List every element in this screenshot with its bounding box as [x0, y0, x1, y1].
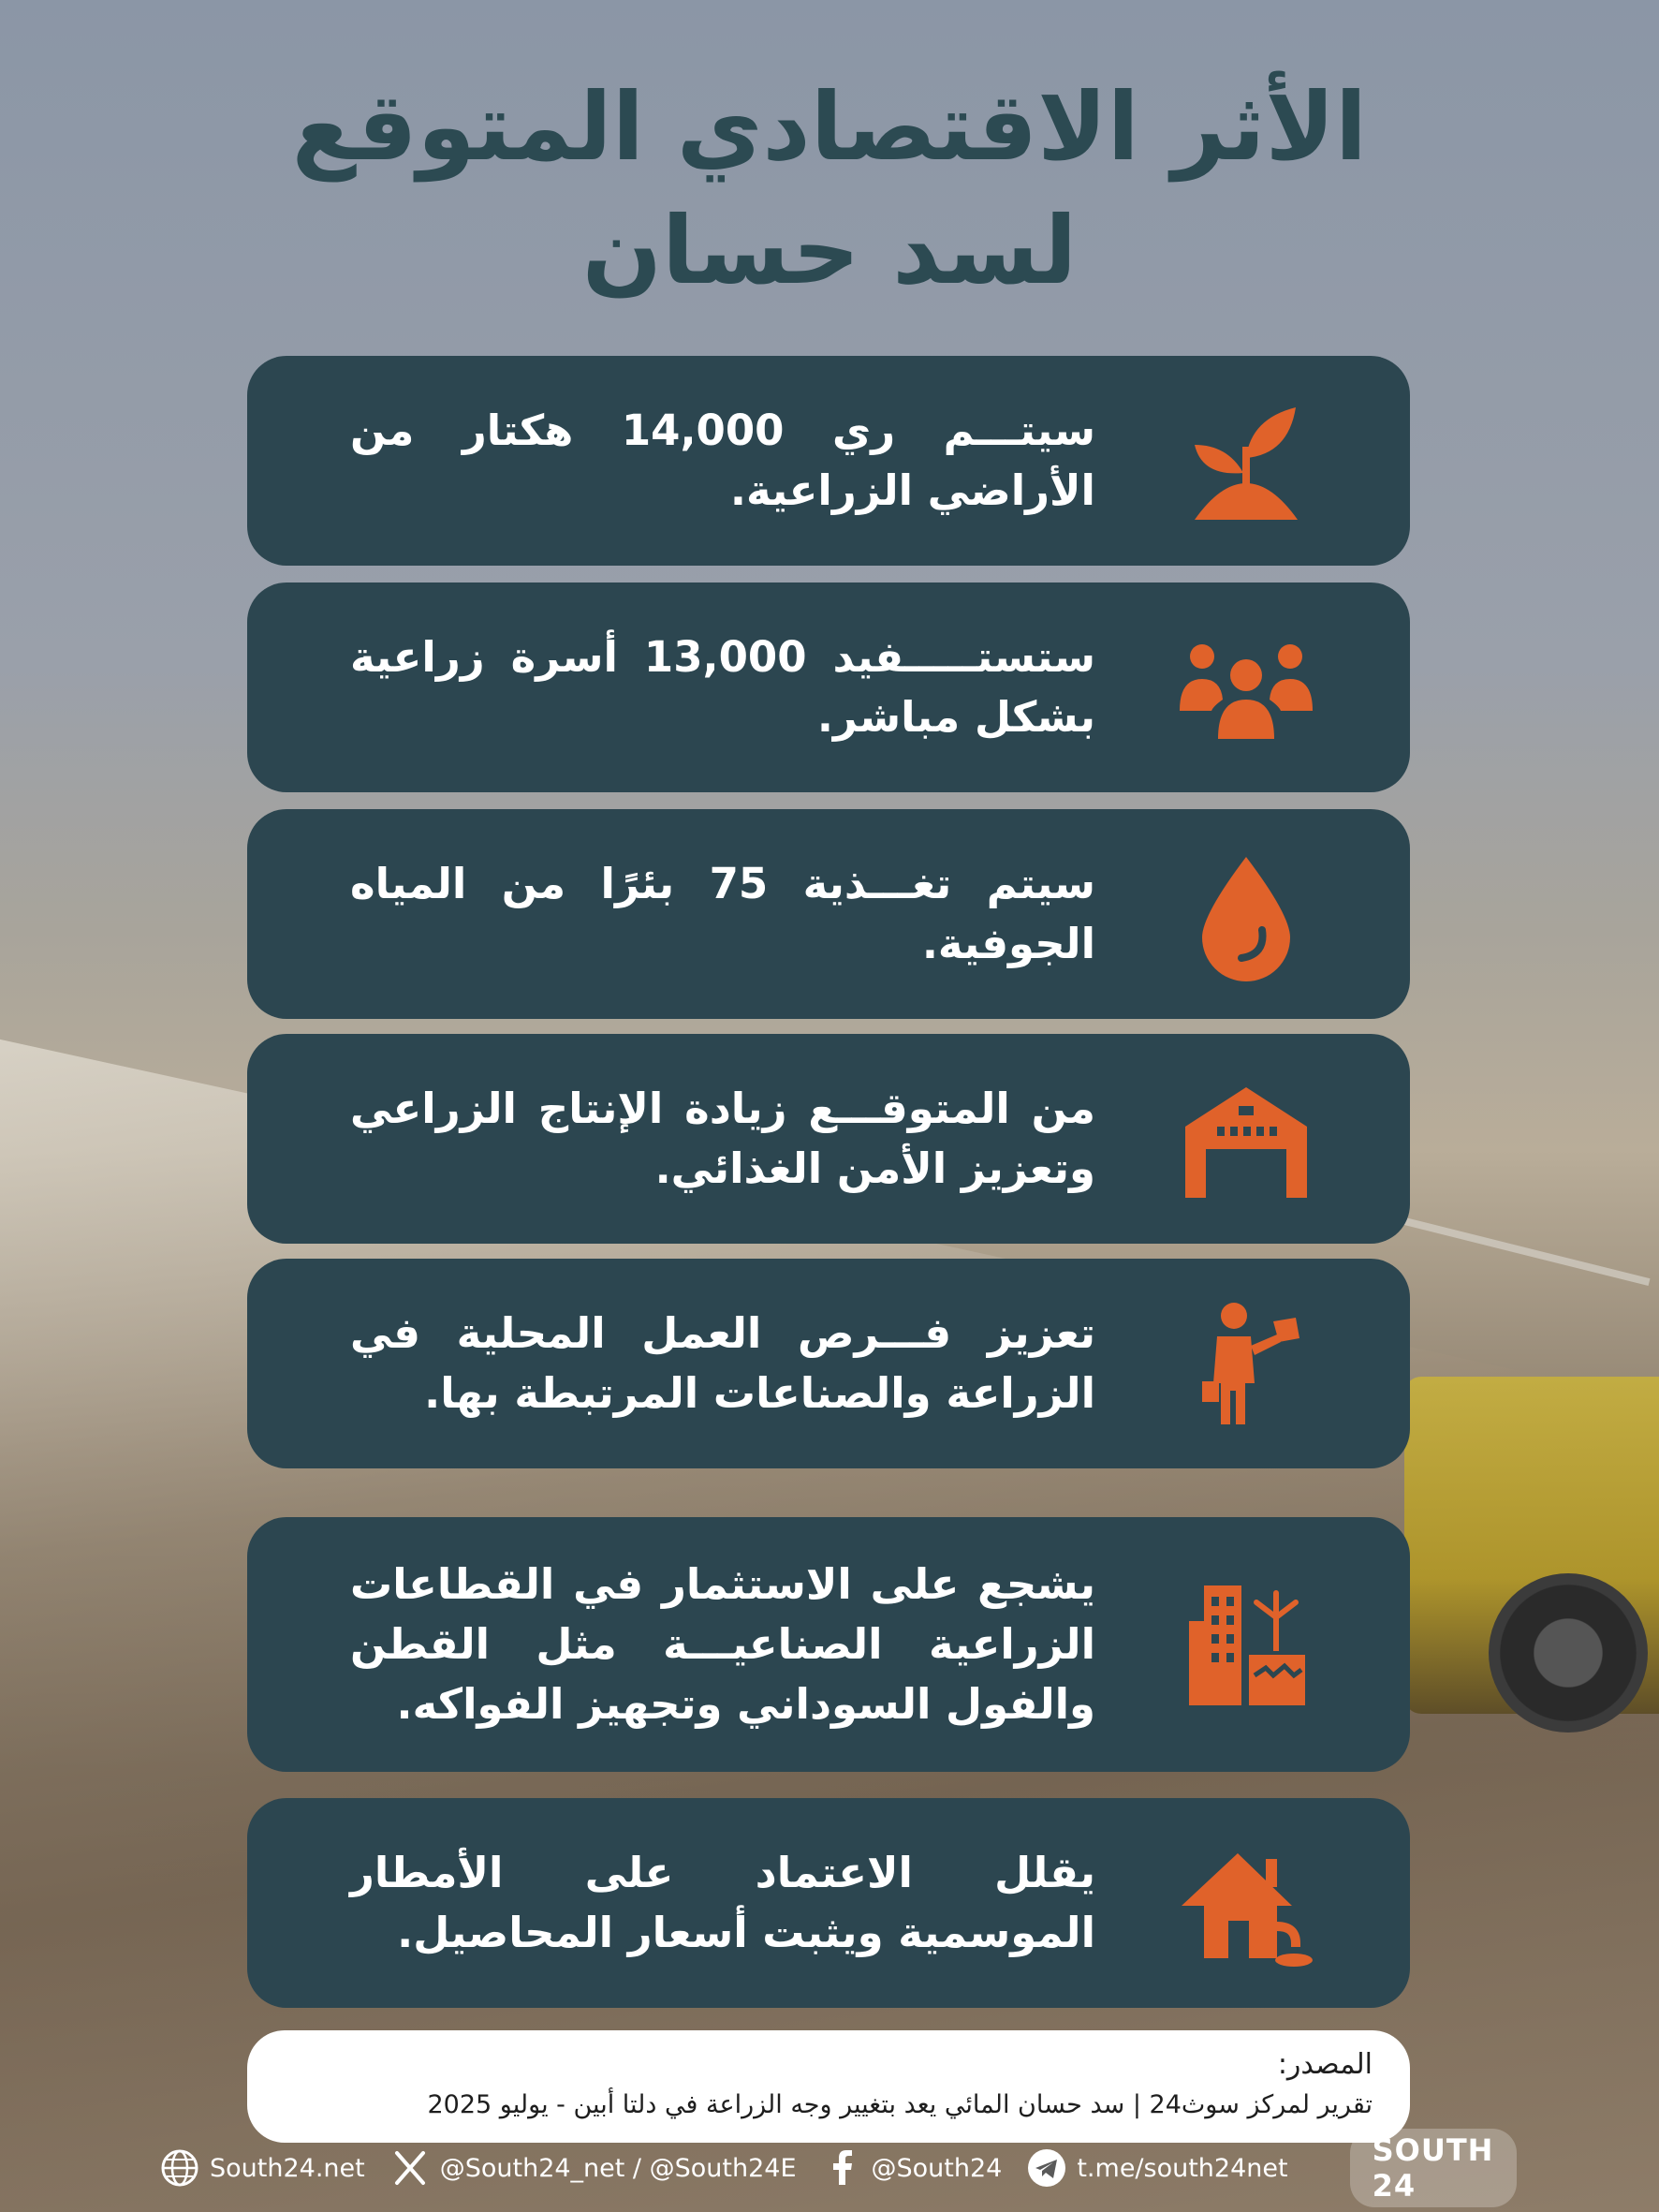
impact-card-irrigation [247, 356, 1410, 566]
title-line-1: الأثر الاقتصادي المتوقع [291, 72, 1368, 182]
source-label: المصدر: [1277, 2048, 1373, 2081]
source-text: تقرير لمركز سوث24 | سد حسان المائي يعد بتغيير وجه الزراعة في دلتا أبين - يوليو 2025 [427, 2090, 1373, 2119]
house-water-icon [1176, 1833, 1316, 1973]
worker-icon [1176, 1293, 1316, 1434]
impact-card-rainfall [247, 1798, 1410, 2008]
footer-x[interactable] [389, 2147, 797, 2189]
footer-facebook-text: @South24 [871, 2153, 1003, 2183]
footer-website-text: South24.net [210, 2153, 365, 2183]
footer-facebook[interactable] [821, 2147, 1003, 2189]
footer-telegram[interactable] [1026, 2147, 1287, 2189]
footer-x-text: @South24_net / @South24E [439, 2153, 797, 2183]
footer-telegram-text: t.me/south24net [1077, 2153, 1288, 2183]
footer-website[interactable] [159, 2147, 365, 2189]
impact-card-text: سيتـــم ري 14,000 هكتار من الأراضي الزراعية. [350, 406, 1096, 515]
background-wheel [1489, 1573, 1648, 1733]
impact-card-wells [247, 809, 1410, 1019]
impact-card-jobs [247, 1259, 1410, 1468]
south24-logo: SOUTH 24 [1350, 2129, 1517, 2207]
impact-card-investment [247, 1517, 1410, 1772]
impact-card-families [247, 582, 1410, 792]
footer-social-bar [159, 2132, 1517, 2204]
x-logo-icon [389, 2147, 431, 2189]
impact-card-text: تعزيز فـــرص العمل المحلية في الزراعة والصناعات المرتبطة بها. [350, 1308, 1095, 1418]
impact-card-text: ستستـــــفيد 13,000 أسرة زراعية بشكل مباشر. [350, 632, 1095, 742]
page-title [0, 66, 1659, 313]
factory-city-icon [1176, 1574, 1316, 1715]
impact-card-text: سيتم تغـــذية 75 بئرًا من المياه الجوفية. [350, 859, 1095, 968]
impact-card-text: يشجع على الاستثمار في القطاعات الزراعية الصناعيـــة مثل القطن والفول السوداني وتجهيز الفواكه. [350, 1559, 1095, 1729]
impact-card-text: من المتوقـــع زيادة الإنتاج الزراعي وتعزيز الأمن الغذائي. [350, 1084, 1095, 1193]
title-line-2: لسد حسان [581, 196, 1078, 305]
impact-card-text: يقلل الاعتماد على الأمطار الموسمية ويثبت أسعار المحاصيل. [350, 1848, 1095, 1957]
globe-icon [159, 2147, 200, 2189]
water-drop-icon [1176, 844, 1316, 984]
barn-icon [1176, 1069, 1316, 1209]
facebook-icon [821, 2147, 862, 2189]
plant-sprout-icon [1176, 391, 1316, 531]
source-box [247, 2030, 1410, 2143]
telegram-icon [1026, 2147, 1067, 2189]
people-group-icon [1176, 617, 1316, 758]
impact-card-production [247, 1034, 1410, 1244]
